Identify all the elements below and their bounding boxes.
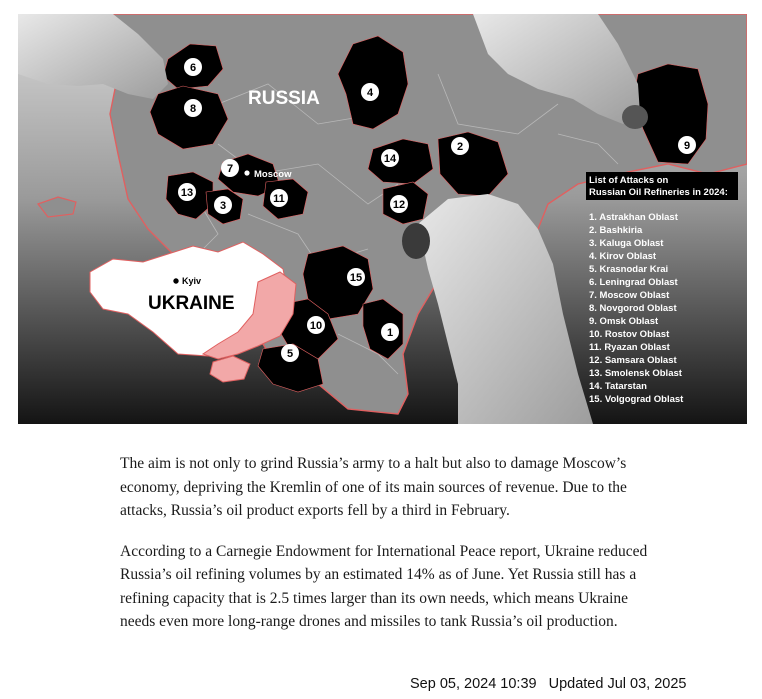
legend-item: 5. Krasnodar Krai [589,264,669,275]
updated-timestamp: Updated Jul 03, 2025 [548,676,687,692]
marker-label-11: 11 [273,193,285,205]
legend-item: 9. Omsk Oblast [589,316,659,327]
legend-item: 11. Ryazan Oblast [589,342,670,353]
article-paragraph-1: The aim is not only to grind Russia’s army to a halt but also to damage Moscow’s economy, depriving the Kremlin of one of its main sources of revenue. Due to the attacks, Russia’s oil product exports fell by a third in February. [120,455,627,519]
marker-label-4: 4 [366,87,374,99]
article-paragraph-2: According to a Carnegie Endowment for International Peace report, Ukraine reduced Russia’s oil refining volumes by an estimated 14% as of June. Yet Russia still has a refining capacity that is 2.5 times larger than its own needs, which means Ukraine needs even more long-range drones and missiles to tank Russia’s oil production. [120,542,648,630]
city-label-moscow: Moscow [254,169,292,180]
legend-item: 1. Astrakhan Oblast [589,212,678,223]
article-dateline [410,676,686,692]
country-label-russia: RUSSIA [248,88,320,109]
legend-item: 15. Volgograd Oblast [589,394,684,405]
legend-item: 14. Tatarstan [589,381,647,392]
refinery-attacks-map [18,14,747,424]
marker-label-1: 1 [386,327,394,339]
legend-item: 4. Kirov Oblast [589,251,657,262]
article-body [120,452,660,651]
legend-item: 7. Moscow Oblast [589,290,670,301]
city-label-kyiv: Kyiv [182,276,202,286]
coin-top-right [622,105,648,129]
city-dot-moscow [244,170,250,176]
legend-title-line1: List of Attacks on [589,175,669,186]
marker-label-7: 7 [226,163,234,175]
marker-label-14: 14 [383,153,397,165]
country-label-ukraine: UKRAINE [148,293,235,314]
legend-item: 6. Leningrad Oblast [589,277,678,288]
marker-label-9: 9 [683,140,691,152]
marker-label-8: 8 [189,103,197,115]
legend-item: 13. Smolensk Oblast [589,368,682,379]
legend-item: 12. Samsara Oblast [589,355,677,366]
marker-label-3: 3 [219,200,227,212]
marker-label-12: 12 [392,199,406,211]
marker-label-13: 13 [180,187,194,199]
marker-label-2: 2 [456,141,464,153]
published-timestamp: Sep 05, 2024 10:39 [410,676,537,692]
marker-label-5: 5 [286,348,294,360]
legend-item: 3. Kaluga Oblast [589,238,664,249]
legend-item: 8. Novgorod Oblast [589,303,677,314]
marker-label-10: 10 [309,320,323,332]
city-dot-kyiv [173,278,179,284]
legend-title-line2: Russian Oil Refineries in 2024: [589,187,728,198]
legend-item: 10. Rostov Oblast [589,329,670,340]
marker-label-6: 6 [189,62,197,74]
marker-label-15: 15 [349,272,363,284]
coin-bottom-right [402,223,430,259]
legend-item: 2. Bashkiria [589,225,643,236]
